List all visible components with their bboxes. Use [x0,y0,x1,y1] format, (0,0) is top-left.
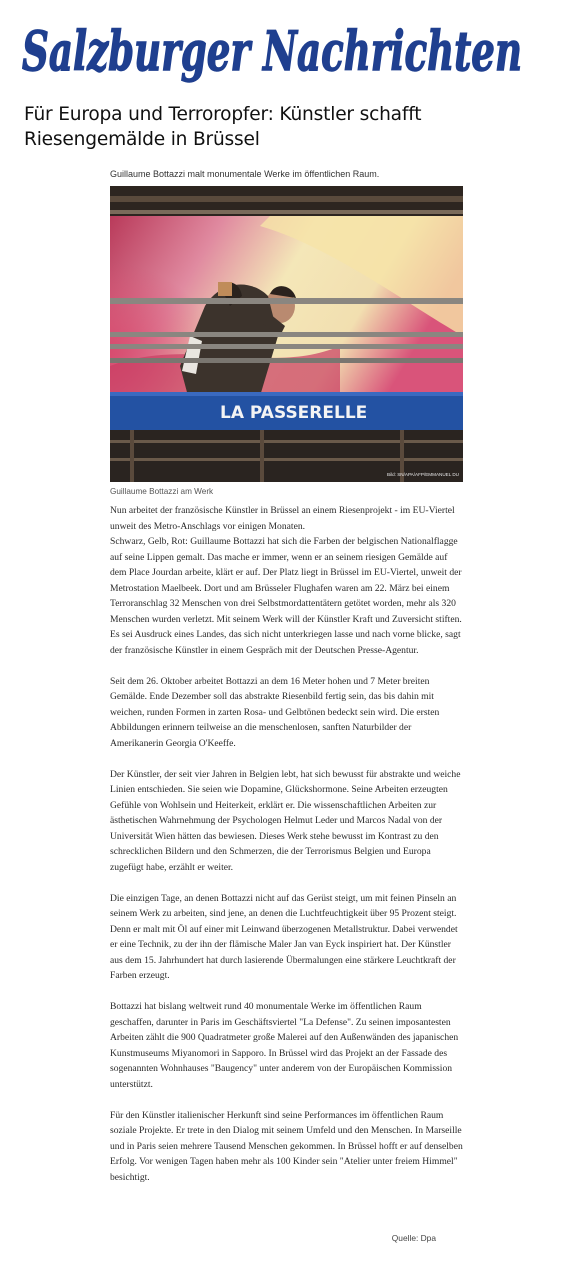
article-source: Quelle: Dpa [391,1233,436,1243]
article-paragraph: Für den Künstler italienischer Herkunft sind seine Performances im öffentlichen Raum soziale Projekte. Er trete in den Dialog mit seinem Umfeld und den Menschen. In Marseille und in Paris seien mehrere Tausend Menschen gekommen. In Brüssel hofft er auf denselben Erfolg. Vor wenigen Tagen haben mehr als 100 Kinder sein "Atelier unter freiem Himmel" besichtigt. [110,1109,463,1183]
article-lead: Guillaume Bottazzi malt monumentale Werke im öffentlichen Raum. [110,169,380,179]
article-paragraph: Bottazzi hat bislang weltweit rund 40 monumentale Werke im öffentlichen Raum geschaffen, darunter in Paris im Geschäftsviertel "La Defense". Zu seinen imposantesten Arbeiten zählt die 900 Quadratmeter große Malerei auf den Außenwänden des japanischen Kunstmuseums Miyanomori in Sapporo. In Brüssel wird das Projekt an der Fassade des sogenannten Wohnhauses "Baugency" unter anderem von der Europäischen Kommission unterstützt. [110,1001,459,1090]
article-body [110,503,465,1201]
article-paragraph: Der Künstler, der seit vier Jahren in Belgien lebt, hat sich bewusst für abstrakte und weiche Linien entschieden. Sie seien wie Dopamine, Glückshormone. Seine Arbeiten erzeugten Gefühle von Wohlsein und Heiterkeit, erklärt er. Die wissenschaftlichen Arbeiten zur ästhetischen Wahrnehmung der Psychologen Helmut Leder und Marcos Nadal von der Universität Wien hätten das bewiesen. Dieses Werk stehe bewusst im Kontrast zu den schrecklichen Bildern und den Schmerzen, die der Terrorismus Belgien und Europa zugefügt habe, erzählt er weiter. [110,768,461,873]
article-paragraph: Seit dem 26. Oktober arbeitet Bottazzi an dem 16 Meter hohen und 7 Meter breiten Gemälde. Ende Dezember soll das abstrakte Riesenbild fertig sein, das bis dahin mit weichen, runden Formen in zarten Rosa- und Gelbtönen bedeckt sein wird. Die ersten Abbildungen erinnern teilweise an die menschenlosen, sanften Naturbilder der Amerikanerin Georgia O'Keeffe. [110,675,440,749]
article-photo [110,186,463,482]
masthead-logo-graphic [22,14,526,88]
article-intro-sentence: Nun arbeitet der französische Künstler in Brüssel an einem Riesenprojekt - im EU-Viertel unweit des Metro-Anschlags vor einigen Monaten. [110,505,455,532]
photo-caption: Guillaume Bottazzi am Werk [110,487,214,496]
masthead-logo-text: Salzburger Nachrichten [22,19,522,83]
article-paragraph: Die einzigen Tage, an denen Bottazzi nicht auf das Gerüst steigt, um mit feinen Pinseln an seinem Werk zu arbeiten, sind jene, an denen die Luchtfeuchtigkeit über 95 Prozent steigt. Denn er malt mit Öl auf einer mit Leinwand überzogenen Metallstruktur. Dabei verwendet er eine Technik, zu der ihn der flämische Maler Jan van Eyck inspiriert hat. Der Künstler aus dem 15. Jahrhundert hat durch lasierende Übermalungen eine stärkere Leuchtkraft der Farben erzeugt. [110,892,458,981]
masthead-logo[interactable] [22,14,526,88]
article-intro-body: Schwarz, Gelb, Rot: Guillaume Bottazzi hat sich die Farben der belgischen Nationalflagge auf seine Lippen gemalt. Das mache er immer, wenn er an seinem riesigen Gemälde auf dem Place Jourdan arbeite, klärt er auf. Der Platz liegt in Brüssel im EU-Viertel, unweit der Metrostation Maelbeek. Dort und am Brüsseler Flughafen waren am 22. März bei einem Terroranschlag 32 Menschen von drei Selbstmordattentätern getötet worden, mehr als 320 Menschen wurden verletzt. Mit seinem Werk will der Künstler Kraft und Zuversicht stiften. Es sei Ausdruck eines Landes, das sich nicht unterkriegen lasse und nach vorne blicke, sagt der französische Künstler in einem Gespräch mit der Deutschen Presse-Agentur. [110,536,462,656]
article-paragraph [110,503,465,658]
article-headline: Für Europa und Terroropfer: Künstler schafft Riesengemälde in Brüssel [24,104,422,150]
photo-scene [110,186,463,482]
photo-credit: Bild: SN/APA/AFP/EMMANUEL DU [387,472,459,477]
passerelle-sign-text: LA PASSERELLE [220,403,368,423]
